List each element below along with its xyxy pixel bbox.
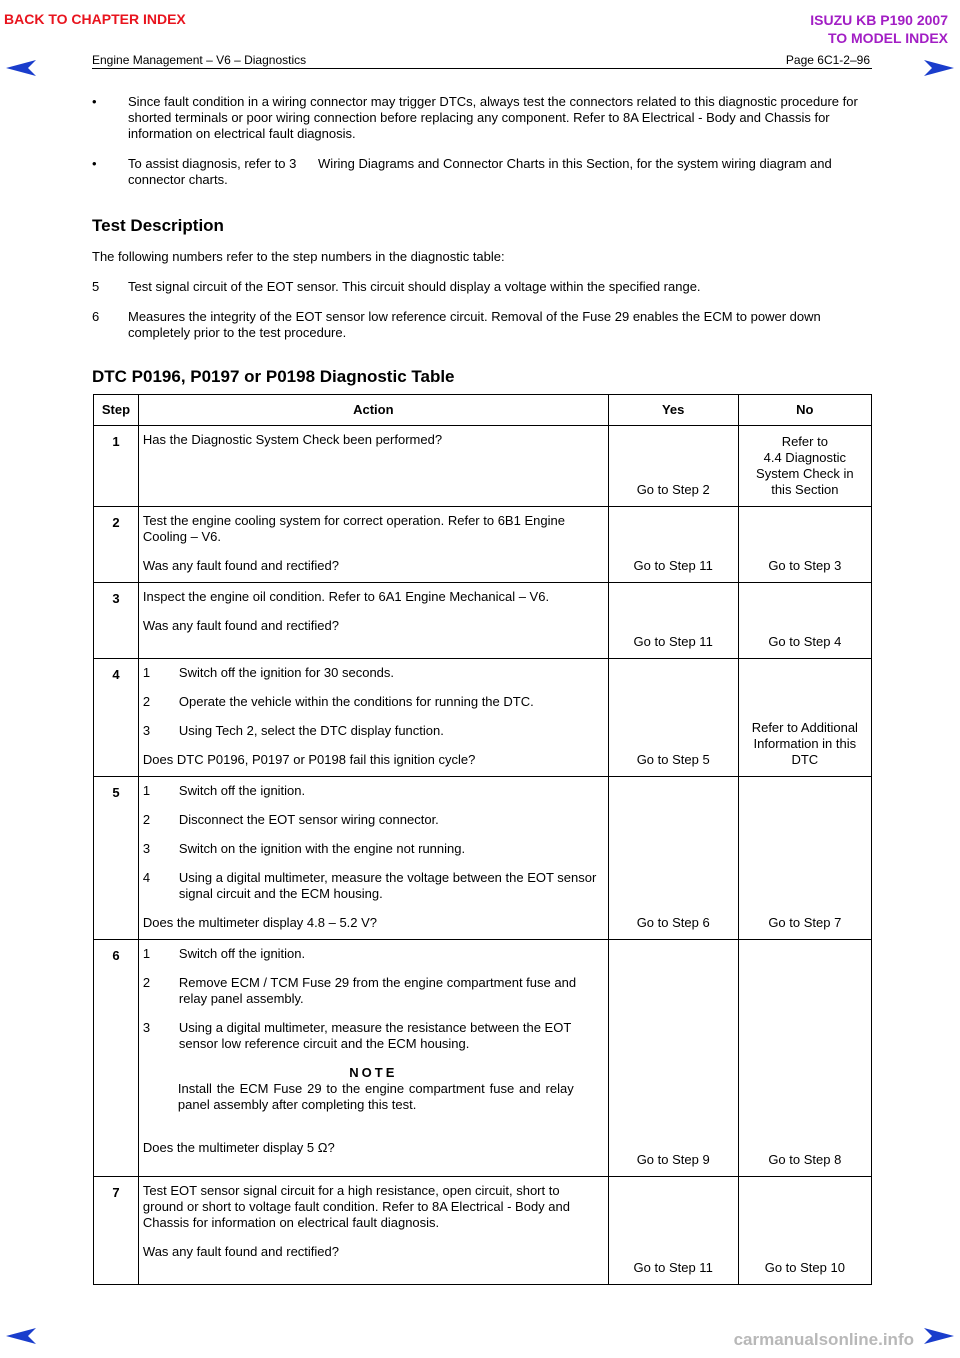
action-step xyxy=(143,975,604,1007)
table-row xyxy=(94,507,872,583)
yes-cell[interactable]: Go to Step 9 xyxy=(608,940,738,1177)
header-yes: Yes xyxy=(608,395,738,426)
action-cell xyxy=(138,507,608,583)
intro-text: The following numbers refer to the step numbers in the diagnostic table: xyxy=(92,249,505,264)
question-text: Does the multimeter display 4.8 – 5.2 V? xyxy=(142,915,378,930)
question-text: Does DTC P0196, P0197 or P0198 fail this ignition cycle? xyxy=(142,752,476,767)
no-cell[interactable]: Go to Step 4 xyxy=(738,583,871,659)
action-step-text: Using a digital multimeter, measure the resistance between the EOT sensor low reference circuit and the ECM housing. xyxy=(178,1020,572,1051)
header-action: Action xyxy=(138,395,608,426)
next-page-arrow-icon[interactable] xyxy=(924,60,954,76)
no-cell[interactable]: Go to Step 7 xyxy=(738,777,871,940)
prev-page-arrow-bottom-icon[interactable] xyxy=(6,1328,36,1344)
test-description xyxy=(92,249,872,341)
action-step-number: 2 xyxy=(142,975,151,990)
action-step-number: 3 xyxy=(142,723,151,738)
no-cell[interactable]: Go to Step 8 xyxy=(738,940,871,1177)
item-number: 5 xyxy=(92,279,100,294)
action-step-text: Switch off the ignition. xyxy=(178,783,306,798)
action-step xyxy=(143,694,604,710)
action-step xyxy=(143,665,604,681)
item-text: Measures the integrity of the EOT sensor low reference circuit. Removal of the Fuse 29 enables the ECM to power down completely prior to the test procedure. xyxy=(128,309,821,340)
table-row xyxy=(94,583,872,659)
action-step-text: Disconnect the EOT sensor wiring connector. xyxy=(178,812,439,827)
step-number: 6 xyxy=(94,940,139,1177)
step-number: 7 xyxy=(94,1177,139,1285)
note-title: NOTE xyxy=(349,1065,398,1080)
action-step xyxy=(143,1020,604,1052)
to-model-index[interactable]: TO MODEL INDEX xyxy=(827,30,948,46)
action-cell xyxy=(138,659,608,777)
action-step-text: Switch off the ignition for 30 seconds. xyxy=(178,665,395,680)
table-header-row xyxy=(94,395,872,426)
question-text: Does the multimeter display 5 Ω? xyxy=(142,1140,335,1155)
action-text: Test EOT sensor signal circuit for a high resistance, open circuit, short to ground or short to voltage fault condition. Refer to 8A Electrical - Body and Chassis for information on electrical fault diagnosis. xyxy=(142,1183,570,1230)
no-cell[interactable]: Go to Step 10 xyxy=(738,1177,871,1285)
action-step-number: 1 xyxy=(142,665,151,680)
table-title: DTC P0196, P0197 or P0198 Diagnostic Table xyxy=(92,367,455,386)
yes-cell[interactable]: Go to Step 2 xyxy=(608,426,738,507)
bullet-item xyxy=(92,94,872,142)
step-number: 5 xyxy=(94,777,139,940)
action-step xyxy=(143,946,604,962)
yes-cell[interactable]: Go to Step 11 xyxy=(608,583,738,659)
section-title: Test Description xyxy=(92,216,224,235)
table-row xyxy=(94,777,872,940)
model-index-link[interactable] xyxy=(810,11,948,47)
yes-cell[interactable]: Go to Step 5 xyxy=(608,659,738,777)
action-step xyxy=(143,812,604,828)
prev-page-arrow-icon[interactable] xyxy=(6,60,36,76)
bullet-text: Since fault condition in a wiring connector may trigger DTCs, always test the connectors related to this diagnostic procedure for shorted terminals or poor wiring connection before replacing any component. Refer to 8A Electrical - Body and Chassis for information on electrical fault diagnosis. xyxy=(128,94,858,141)
action-cell xyxy=(138,426,608,507)
bullet-item xyxy=(92,156,872,188)
action-step-text: Using Tech 2, select the DTC display function. xyxy=(178,723,444,738)
action-cell xyxy=(138,583,608,659)
action-cell xyxy=(138,777,608,940)
step-number: 1 xyxy=(94,426,139,507)
step-number: 3 xyxy=(94,583,139,659)
table-row xyxy=(94,940,872,1177)
no-cell[interactable]: Go to Step 3 xyxy=(738,507,871,583)
bullet-icon: • xyxy=(92,156,97,171)
bullet-text: To assist diagnosis, refer to 3 Wiring Diagrams and Connector Charts in this Section, for the system wiring diagram and connector charts. xyxy=(128,156,836,187)
action-step-number: 2 xyxy=(142,812,151,827)
action-step-number: 3 xyxy=(142,841,151,856)
question-text: Was any fault found and rectified? xyxy=(142,1244,339,1259)
action-step-number: 4 xyxy=(142,870,151,885)
description-item xyxy=(92,279,872,295)
action-step-number: 2 xyxy=(142,694,151,709)
action-step-text: Using a digital multimeter, measure the voltage between the EOT sensor signal circuit and the ECM housing. xyxy=(178,870,597,901)
action-step-number: 3 xyxy=(142,1020,151,1035)
action-step-number: 1 xyxy=(142,946,151,961)
no-cell[interactable]: Refer to 4.4 Diagnostic System Check in this Section xyxy=(738,426,871,507)
action-step-text: Switch on the ignition with the engine not running. xyxy=(178,841,466,856)
action-step-number: 1 xyxy=(142,783,151,798)
header-step: Step xyxy=(94,395,139,426)
page-number: Page 6C1-2–96 xyxy=(785,53,870,67)
description-item xyxy=(92,309,872,341)
action-step-text: Operate the vehicle within the conditions for running the DTC. xyxy=(178,694,534,709)
action-cell xyxy=(138,940,608,1177)
yes-cell[interactable]: Go to Step 6 xyxy=(608,777,738,940)
action-text: Has the Diagnostic System Check been performed? xyxy=(142,432,443,447)
action-step xyxy=(143,870,604,902)
table-row xyxy=(94,1177,872,1285)
action-step xyxy=(143,841,604,857)
model-title[interactable]: ISUZU KB P190 2007 xyxy=(810,12,948,28)
action-step-text: Switch off the ignition. xyxy=(178,946,306,961)
bullet-list xyxy=(92,94,872,188)
question-text: Was any fault found and rectified? xyxy=(142,618,339,633)
action-step-text: Remove ECM / TCM Fuse 29 from the engine compartment fuse and relay panel assembly. xyxy=(178,975,577,1006)
action-cell xyxy=(138,1177,608,1285)
no-cell[interactable]: Refer to Additional Information in this DTC xyxy=(738,659,871,777)
header-no: No xyxy=(738,395,871,426)
header-rule xyxy=(92,68,872,69)
step-number: 4 xyxy=(94,659,139,777)
table-row xyxy=(94,659,872,777)
item-number: 6 xyxy=(92,309,100,324)
action-step xyxy=(143,723,604,739)
diagnostic-table xyxy=(93,394,872,1285)
bullet-icon: • xyxy=(92,94,97,109)
question-text: Was any fault found and rectified? xyxy=(142,558,339,573)
item-text: Test signal circuit of the EOT sensor. This circuit should display a voltage within the specified range. xyxy=(128,279,701,294)
yes-cell[interactable]: Go to Step 11 xyxy=(608,1177,738,1285)
note-text: Install the ECM Fuse 29 to the engine compartment fuse and relay panel assembly after completing this test. xyxy=(177,1081,574,1112)
next-page-arrow-bottom-icon[interactable] xyxy=(924,1328,954,1344)
back-to-chapter-index-link[interactable]: BACK TO CHAPTER INDEX xyxy=(4,11,186,27)
action-text: Inspect the engine oil condition. Refer to 6A1 Engine Mechanical – V6. xyxy=(142,589,550,604)
action-text: Test the engine cooling system for correct operation. Refer to 6B1 Engine Cooling – V6. xyxy=(142,513,565,544)
action-step xyxy=(143,783,604,799)
table-row xyxy=(94,426,872,507)
header-title: Engine Management – V6 – Diagnostics xyxy=(92,53,307,67)
watermark: carmanualsonline.info xyxy=(733,1330,914,1349)
step-number: 2 xyxy=(94,507,139,583)
yes-cell[interactable]: Go to Step 11 xyxy=(608,507,738,583)
